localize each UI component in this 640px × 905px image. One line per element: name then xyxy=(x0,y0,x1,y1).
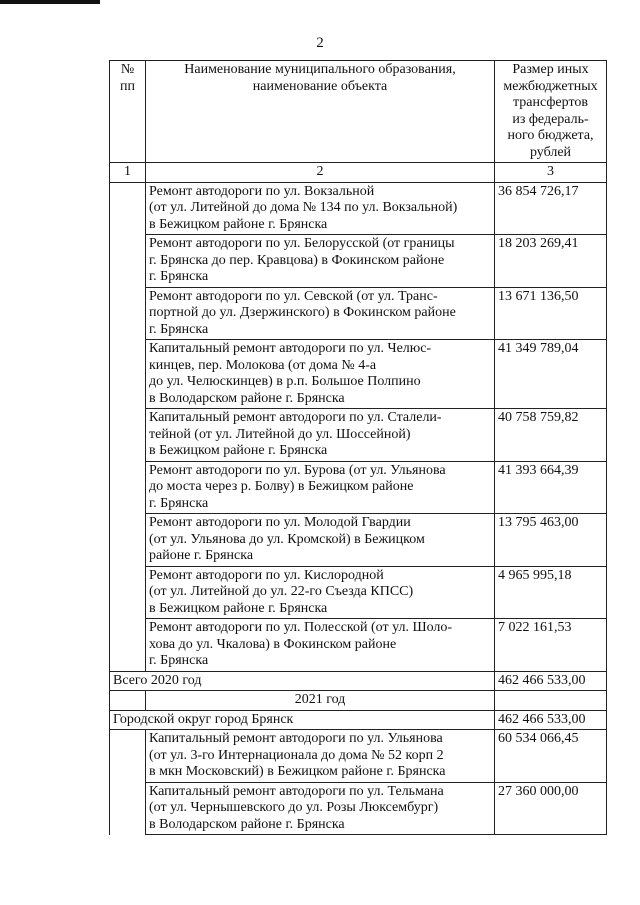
object-amount: 60 534 066,45 xyxy=(495,730,607,783)
column-numbers-row xyxy=(110,163,607,183)
header-amount: Размер иных межбюджетных трансфертов из федераль- ного бюджета, рублей xyxy=(495,61,607,163)
row-number-cell xyxy=(110,619,146,672)
empty-cell xyxy=(495,691,607,711)
table-row xyxy=(110,235,607,288)
empty-cell xyxy=(110,691,146,711)
table-row xyxy=(110,619,607,672)
object-amount: 13 795 463,00 xyxy=(495,514,607,567)
table-row xyxy=(110,782,607,835)
table-row xyxy=(110,340,607,409)
object-name: Ремонт автодороги по ул. Севской (от ул. Транс- портной до ул. Дзержинского) в Фокинском районе г. Брянска xyxy=(146,287,495,340)
object-name: Капитальный ремонт автодороги по ул. Челюс- кинцев, пер. Молокова (от дома № 4-а до ул. Челюскинцев) в р.п. Большое Полпино в Володарском районе г. Брянска xyxy=(146,340,495,409)
table-row xyxy=(110,730,607,783)
object-amount: 27 360 000,00 xyxy=(495,782,607,835)
year-2021-label: 2021 год xyxy=(146,691,495,711)
table-row xyxy=(110,182,607,235)
table-row xyxy=(110,566,607,619)
object-name: Ремонт автодороги по ул. Кислородной (от ул. Литейной до ул. 22-го Съезда КПСС) в Бежицком районе г. Брянска xyxy=(146,566,495,619)
object-amount: 36 854 726,17 xyxy=(495,182,607,235)
header-no: № пп xyxy=(110,61,146,163)
object-name: Ремонт автодороги по ул. Белорусской (от границы г. Брянска до пер. Кравцова) в Фокинском районе г. Брянска xyxy=(146,235,495,288)
object-amount: 40 758 759,82 xyxy=(495,409,607,462)
column-number: 2 xyxy=(146,163,495,183)
city-2021-label: Городской округ город Брянск xyxy=(110,710,495,730)
table-row xyxy=(110,409,607,462)
top-edge-mark xyxy=(0,0,100,4)
year-2021-row xyxy=(110,691,607,711)
row-number-cell xyxy=(110,340,146,409)
row-number-cell xyxy=(110,730,146,783)
row-number-cell xyxy=(110,566,146,619)
column-number: 3 xyxy=(495,163,607,183)
object-amount: 7 022 161,53 xyxy=(495,619,607,672)
table-row xyxy=(110,287,607,340)
object-amount: 4 965 995,18 xyxy=(495,566,607,619)
row-number-cell xyxy=(110,235,146,288)
total-2020-label: Всего 2020 год xyxy=(110,671,495,691)
city-2021-amount: 462 466 533,00 xyxy=(495,710,607,730)
transfers-table xyxy=(109,60,607,835)
total-2020-row xyxy=(110,671,607,691)
object-amount: 18 203 269,41 xyxy=(495,235,607,288)
object-name: Ремонт автодороги по ул. Бурова (от ул. Ульянова до моста через р. Болву) в Бежицком районе г. Брянска xyxy=(146,461,495,514)
table-row xyxy=(110,514,607,567)
page-number: 2 xyxy=(316,35,324,51)
row-number-cell xyxy=(110,461,146,514)
object-amount: 41 393 664,39 xyxy=(495,461,607,514)
object-amount: 41 349 789,04 xyxy=(495,340,607,409)
row-number-cell xyxy=(110,514,146,567)
table-header-row xyxy=(110,61,607,163)
object-name: Капитальный ремонт автодороги по ул. Тельмана (от ул. Чернышевского до ул. Розы Люксембург) в Володарском районе г. Брянска xyxy=(146,782,495,835)
city-2021-row xyxy=(110,710,607,730)
column-number: 1 xyxy=(110,163,146,183)
object-name: Ремонт автодороги по ул. Вокзальной (от ул. Литейной до дома № 134 по ул. Вокзальной) в Бежицком районе г. Брянска xyxy=(146,182,495,235)
table-row xyxy=(110,461,607,514)
object-name: Ремонт автодороги по ул. Полесской (от ул. Шоло- хова до ул. Чкалова) в Фокинском районе г. Брянска xyxy=(146,619,495,672)
object-amount: 13 671 136,50 xyxy=(495,287,607,340)
row-number-cell xyxy=(110,782,146,835)
object-name: Капитальный ремонт автодороги по ул. Ульянова (от ул. 3-го Интернационала до дома № 52 корп 2 в мкн Московский) в Бежицком районе г. Брянска xyxy=(146,730,495,783)
header-name: Наименование муниципального образования, наименование объекта xyxy=(146,61,495,163)
row-number-cell xyxy=(110,409,146,462)
object-name: Капитальный ремонт автодороги по ул. Сталели- тейной (от ул. Литейной до ул. Шоссейной) в Бежицком районе г. Брянска xyxy=(146,409,495,462)
row-number-cell xyxy=(110,287,146,340)
object-name: Ремонт автодороги по ул. Молодой Гвардии (от ул. Ульянова до ул. Кромской) в Бежицком районе г. Брянска xyxy=(146,514,495,567)
total-2020-amount: 462 466 533,00 xyxy=(495,671,607,691)
row-number-cell xyxy=(110,182,146,235)
